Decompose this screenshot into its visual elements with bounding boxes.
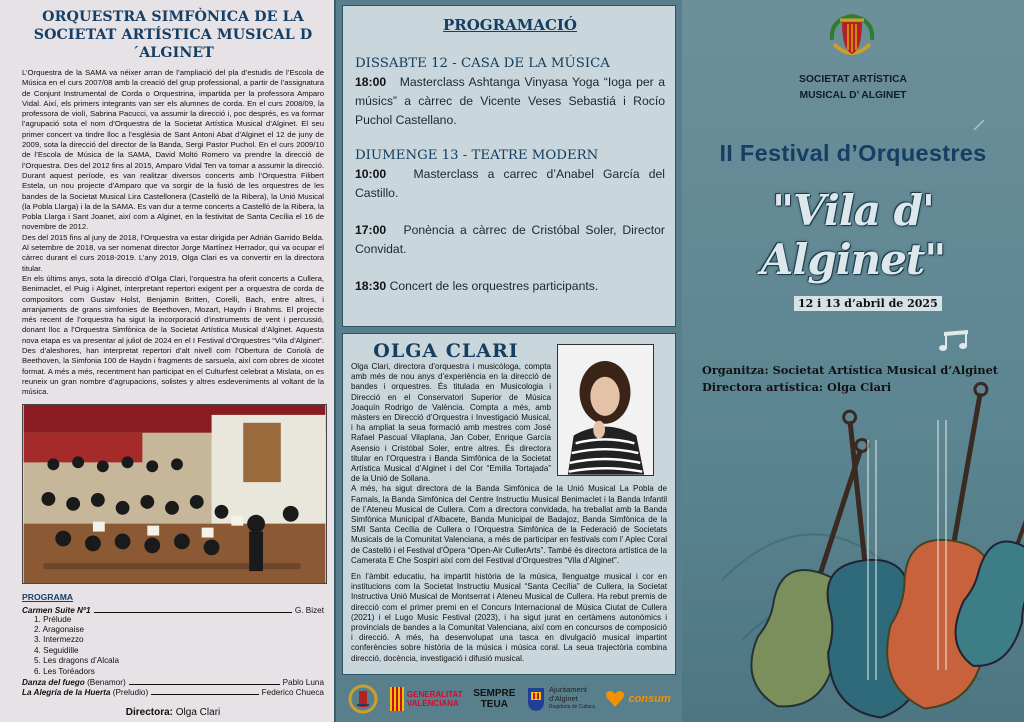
movement-list	[22, 615, 324, 677]
piece-composer: Federico Chueca	[261, 687, 324, 697]
sempre-teua-logo	[473, 688, 515, 710]
generalitat-logo	[390, 687, 463, 711]
day-saturday-heading: DISSABTE 12 - CASA DE LA MÚSICA	[355, 56, 610, 71]
right-cover-panel	[682, 0, 1024, 722]
festival-title: II Festival d’Orquestres	[719, 140, 987, 166]
sama-crest-icon	[824, 10, 880, 66]
olga-intro	[351, 362, 667, 484]
ajuntament-shield-icon	[526, 686, 546, 712]
festival-date: 12 i 13 d’abril de 2025	[794, 296, 942, 311]
movement-item: 2. Aragonaise	[34, 624, 85, 634]
generalitat-flag-icon	[390, 687, 404, 711]
society-name	[682, 72, 1024, 104]
sempre-line: SEMPRE	[473, 688, 516, 699]
piece-composer: Pablo Luna	[282, 677, 324, 687]
movement-item: 5. Les dragons d’Alcala	[34, 656, 120, 666]
music-note-icon	[972, 118, 986, 132]
movement-item: 4. Seguidille	[34, 645, 79, 655]
event-item	[355, 165, 665, 203]
piece-note: (Benamor)	[87, 677, 126, 687]
program-title: PROGRAMA	[22, 591, 74, 602]
ajuntament-logo	[526, 686, 595, 712]
sama-emblem-icon	[347, 683, 379, 715]
piece-title: Danza del fuego	[22, 677, 85, 687]
sama-logo	[347, 683, 379, 715]
director-name: Olga Clari	[175, 706, 221, 718]
movement-item: 6. Les Toréadors	[34, 666, 95, 676]
event-item	[355, 221, 665, 259]
middle-panel	[336, 0, 682, 722]
event-time: 18:00	[355, 75, 387, 89]
day-sunday-heading: DIUMENGE 13 - TEATRE MODERN	[355, 148, 599, 163]
event-text: Ponència a càrrec de Cristóbal Soler, Director Convidat.	[355, 223, 665, 256]
piece-note: (Preludio)	[112, 687, 149, 697]
history-paragraph-3: En els últims anys, sota la direcció d’Olga Clari, l’orquestra ha oferit concerts a Cullera, Benimaclet, el Puig i Alginet, interpretant repertori exigent per a orquestra de corda de compositors com Gustav Holst, Benjamin Britten, Corelli, Bach, entre altres, i arranjaments de grans simfonies de Beethoven, Mozart, Haydn i Brahms. El projecte més recent de l’orquestra ha sigut la incorporació d’instruments de vent i percussió, donant lloc a l’Orquestra Simfònica de la Societat Artística Musical d’Alginet. Aquesta nova etapa es va presentar al juliol de 2024 en el I Festival d’Orquestres “Vila d’Alginet”. Des d’aleshores, han interpretat repertori d’alt nivell com l’Obertura de Coriolà de Beethoven, la Simfonia 100 de Haydn i fragments de sarsuela, així com obres de xicotet format. A més a més, recentment han participat en el Culturfest celebrat a Mislata, on es reuneix un gran nombre d’agrupacions, solistes y altres esdeveniments al voltant de la música.	[22, 273, 324, 397]
sponsor-logos	[336, 676, 682, 722]
event-time: 17:00	[355, 223, 387, 237]
leader-line	[129, 684, 280, 685]
olga-bio-paragraph-2: A més, ha sigut directora de la Banda Simfònica de la Unió Musical La Pobla de Farnals, la Banda Simfònica del Centre Instructiu Musical Benimaclet i la Banda Infantil de l’Ateneu Musical de Cullera. Com a directora convidada, ha treballat amb la Banda Simfònica Municipal d’Albacete, Banda Municipal de Badajoz, Banda Simfònica de la SMI Santa Cecília de Cullera o l’Orquestra Simfònica de la Federació de Societats Musicals de la Comunitat Valenciana, a més de participar en festivals com l’ Aplec Coral de Castelló i el Festival d’Òpera “Open-Air CullerArts”. També és directora artística de la Camerata E Che Sospiri així com del Festival d’Orquestres “Vila d’Alginet”.	[351, 484, 667, 565]
ajuntament-line1: Ajuntament	[549, 685, 587, 695]
ajuntament-line2: d’Alginet	[549, 693, 578, 703]
event-text: Concert de les orquestres participants.	[389, 279, 599, 293]
consum-heart-icon	[605, 690, 625, 708]
history-paragraph-1: L’Orquestra de la SAMA va néixer arran de l’ampliació del pla d’estudis de l’Escola de Música en el curs 2007/08 amb la creació del grup professional, a partir de l’assignatura de Conjunt Instrumental de Corda o Orquestrina, impartida per la professora Amparo Vidal. Així, els primers integrants van ser els alumnes de corda. En el curs 2008/09, la professora de violí, Sabrina Pacucci, va assumir la direcció i, poc després, es va formar l’agrupació sota el nom d’Orquestra de la Societat Artística Musical d’Alginet. El seu primer concert va tindre lloc a l’església de Sant Antoni Abat d’Alginet el 12 de juny de 2009, sota la direcció del director de la Banda, Sergi Pastor Puchol. En el curs 2009/10 de l’Escola de Música de la SAMA, David Moltó Romero va prendre la direcció de l’Orquestra. Des del 2012 fins al 2015, Amparo Vidal Ten va tornar a assumir la direcció. Durant aquest període, es van realitzar diversos concerts amb l’Orquestra Filibert Estela, un nou projecte d’Amparo que va sorgir de la fusió de les orquestres de les bandes de la Societat Musical Lira Castellonera (Castelló de la Ribera), la Unió Musical (la Pobla Llarga) i la de la SAMA. Es van dur a terme concerts a Castelló de la Ribera, la Pobla Llarga i Sant Joanet, així com a Alginet, en la festivitat de Santa Cecília el 16 de novembre de 2012.	[22, 68, 324, 232]
beamed-notes-icon	[938, 328, 972, 352]
program-piece-alegria	[22, 688, 324, 697]
event-time: 10:00	[355, 167, 387, 181]
history-paragraph-2: Des del 2015 fins al juny de 2018, l’Orquestra va estar dirigida per Adrián Garrido Belda. Al setembre de 2018, va ser nomenat director Jorge Martínez Herrador, qui va ocupar el càrrec durant el curs 2018-2019. L’any 2019, Olga Clari es va convertir en la directora titular.	[22, 232, 324, 273]
olga-bio-paragraph-3: En l’àmbit educatiu, ha impartit història de la música, llenguatge musical i cor en institucions com la Societat Instructiu Musical “Santa Cecília” de Cullera, la Societat Instructiva Unió Musical de Montserrat i Ateneu Musical de Cullera. Ha rebut premis de direcció com el primer premi en el Concurs Internacional de Música Ciutat de Cullera (2021) i el Lugo Music Festival (2023), i ha sigut jurat en certàmens autonòmics i provincials de bandes a la Comunitat Valenciana, així com en concursos de composició i direcció. A més, ha desenvolupat una tasca en divulgació musical impartint conferències sobre història de la música i música coral. La seua trajectòria combina direcció, docència, investigació i difusió musical.	[351, 572, 667, 663]
cellos-illustration	[722, 380, 1024, 722]
programacio-box	[342, 5, 676, 327]
generalitat-line1: GENERALITAT	[406, 690, 463, 699]
olga-bio-box	[342, 333, 676, 675]
teua-line: TEUA	[480, 699, 508, 710]
society-line-1: SOCIETAT ARTÍSTICA	[799, 74, 907, 85]
leader-line	[151, 694, 258, 695]
organizer-line: Organitza: Societat Artística Musical d’Alginet	[702, 363, 999, 377]
ajuntament-line3: Regidoria de Cultura	[549, 704, 595, 711]
event-text: Masterclass Ashtanga Vinyasa Yoga “Ioga per a músics” a càrrec de Vicente Veses Sebastiá i Rocío Puchol Castellano.	[355, 75, 665, 127]
event-item	[355, 277, 665, 296]
left-panel	[0, 0, 336, 722]
piece-composer: G. Bizet	[294, 605, 324, 615]
director-label: Directora:	[125, 706, 173, 718]
leader-line	[94, 612, 292, 613]
event-text: Masterclass a carrec d’Anabel García del Castillo.	[355, 167, 665, 200]
consum-logo	[605, 690, 670, 708]
orchestra-photo	[22, 404, 327, 584]
movement-item: 3. Intermezzo	[34, 635, 84, 645]
orchestra-history	[22, 68, 324, 398]
artistic-director-line: Directora artística: Olga Clari	[702, 380, 892, 394]
generalitat-line2: VALENCIANA	[406, 699, 459, 708]
society-line-2: MUSICAL D’ ALGINET	[799, 90, 907, 101]
olga-portrait	[557, 344, 654, 476]
piece-title: La Alegría de la Huerta	[22, 687, 111, 697]
piece-title: Carmen Suite Nº1	[22, 605, 91, 615]
olga-title: OLGA CLARI	[373, 340, 519, 362]
event-time: 18:30	[355, 279, 387, 293]
program-piece-carmen	[22, 606, 324, 615]
orchestra-title: ORQUESTRA SIMFÒNICA DE LA SOCIETAT ARTÍSTICA MUSICAL D´ALGINET	[33, 9, 313, 61]
olga-bio-paragraph-1: Olga Clari, directora d’orquestra i musicòloga, compta amb més de nou anys d’experiència en la direcció de bandes i orquestres. És titulada en Musicologia i Direcció en el Conservatori Superior de Música Joaquín Rodrigo de València. Compta a més, amb màsters en Direcció d’Orquestra i Investigació Musical, i ha ampliat la seua formació amb mestres com José Rafael Pascual Vilaplana, Jan Cober, Enrique García Asensio i Cristóbal Soler, entre altres. És directora titular en l’Orquestra i Banda Simfònica de la Societat Artística Musical d’Alginet i del Cor “Emilia Tortajada” de la Unió de Sollana.	[351, 362, 551, 484]
program-piece-danza	[22, 678, 324, 687]
consum-text: consum	[628, 693, 671, 705]
festival-subtitle: "Vila d' Alginet"	[760, 186, 946, 284]
event-item	[355, 73, 665, 130]
programacio-title: PROGRAMACIÓ	[443, 16, 577, 34]
movement-item: 1. Prélude	[34, 614, 72, 624]
program-director	[22, 707, 324, 718]
